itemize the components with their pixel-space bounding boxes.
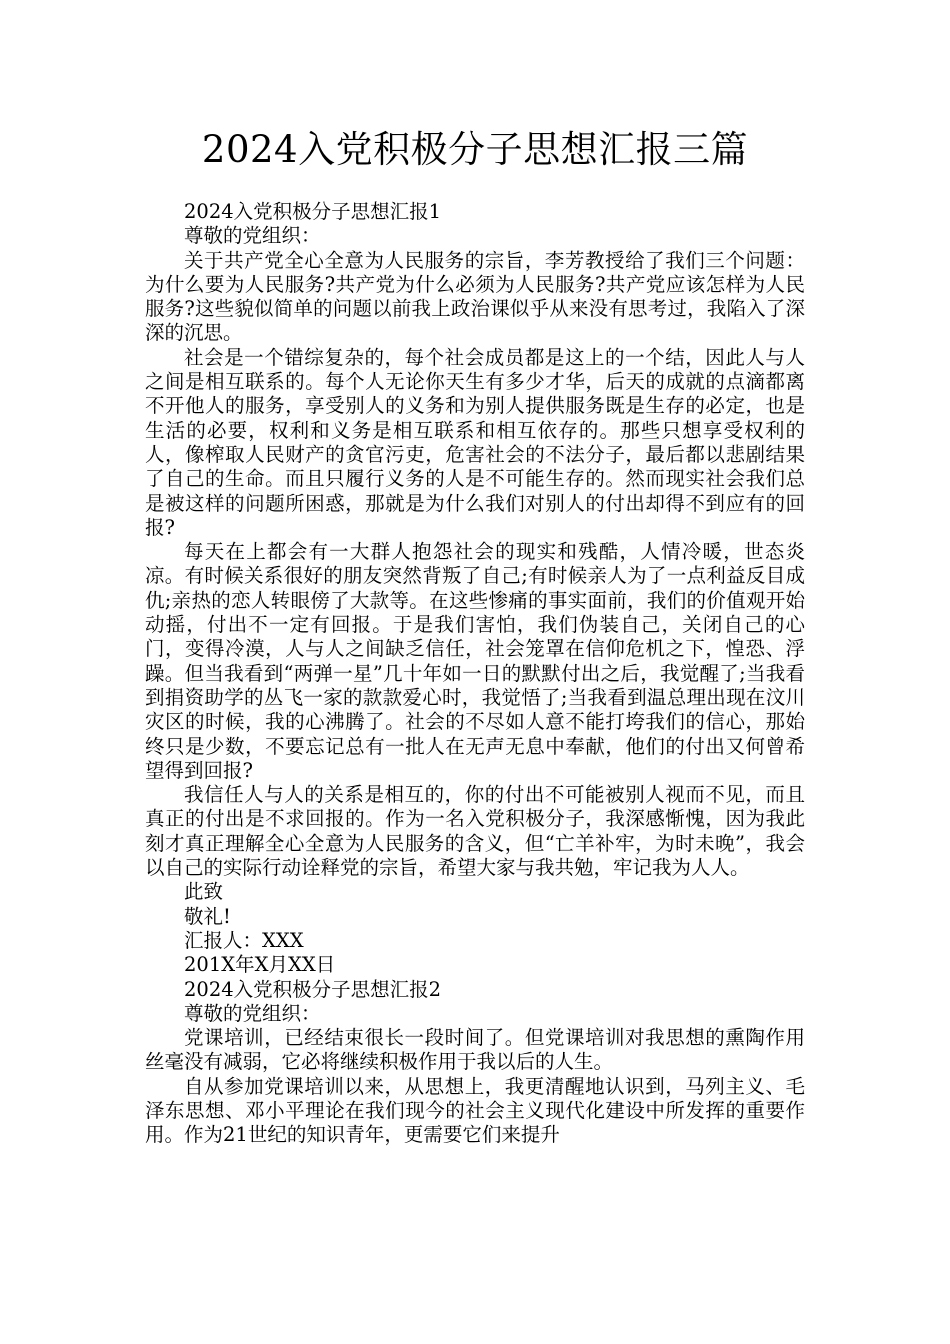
document-title: 2024入党积极分子思想汇报三篇 [201,128,749,171]
report1-heading: 2024入党积极分子思想汇报1 [184,200,442,223]
body-paragraph: 关于共产党全心全意为人民服务的宗旨，李芳教授给了我们三个问题：为什么要为人民服务?共产党为什么必须为人民服务?共产党应该怎样为人民服务?这些貌似简单的问题以前我上政治课似乎从来没有思考过，我陷入了深深的沉思。 [145,248,805,345]
body-paragraph: 自从参加党课培训以来，从思想上，我更清醒地认识到，马列主义、毛泽东思想、邓小平理论在我们现今的社会主义现代化建设中所发挥的重要作用。作为21世纪的知识青年，更需要它们来提升 [145,1074,805,1147]
body-paragraph: 每天在上都会有一大群人抱怨社会的现实和残酷，人情冷暖，世态炎凉。有时候关系很好的朋友突然背叛了自己;有时候亲人为了一点利益反目成仇;亲热的恋人转眼傍了大款等。在这些惨痛的事实面前，我们的价值观开始动摇，付出不一定有回报。于是我们害怕，我们伪装自己，关闭自己的心门，变得冷漠，人与人之间缺乏信任，社会笼罩在信仰危机之下，惶恐、浮躁。但当我看到“两弹一星”几十年如一日的默默付出之后，我觉醒了;当我看到捐资助学的丛飞一家的款款爱心时，我觉悟了;当我看到温总理出现在汶川灾区的时候，我的心沸腾了。社会的不尽如人意不能打垮我们的信心，那始终只是少数，不要忘记总有一批人在无声无息中奉献，他们的付出又何曾希望得到回报? [145,540,805,782]
reporter-line: 汇报人：XXX [184,928,304,952]
body-paragraph: 我信任人与人的关系是相互的，你的付出不可能被别人视而不见，而且真正的付出是不求回报的。作为一名入党积极分子，我深感惭愧，因为我此刻才真正理解全心全意为人民服务的含义，但“亡羊补牢，为时未晚”，我会以自己的实际行动诠释党的宗旨，希望大家与我共勉，牢记我为人人。 [145,783,805,880]
document-body [145,200,805,1148]
closing-line: 此致 [184,880,224,904]
date-line: 201X年X月XX日 [184,953,336,977]
closing-regards: 敬礼! [184,904,231,928]
salutation: 尊敬的党组织： [184,224,321,248]
body-paragraph: 党课培训，已经结束很长一段时间了。但党课培训对我思想的熏陶作用丝毫没有减弱，它必将继续积极作用于我以后的人生。 [145,1026,805,1074]
body-paragraph: 社会是一个错综复杂的，每个社会成员都是这上的一个结，因此人与人之间是相互联系的。每个人无论你天生有多少才华，后天的成就的点滴都离不开他人的服务，享受别人的义务和为别人提供服务既是生存的必定，也是生活的必要，权利和义务是相互联系和相互依存的。那些只想享受权利的人，像榨取人民财产的贪官污吏，危害社会的不法分子，最后都以悲剧结果了自己的生命。而且只履行义务的人是不可能生存的。然而现实社会我们总是被这样的问题所困惑，那就是为什么我们对别人的付出却得不到应有的回报? [145,345,805,539]
salutation: 尊敬的党组织： [184,1001,321,1025]
report2-heading: 2024入党积极分子思想汇报2 [184,977,442,1001]
